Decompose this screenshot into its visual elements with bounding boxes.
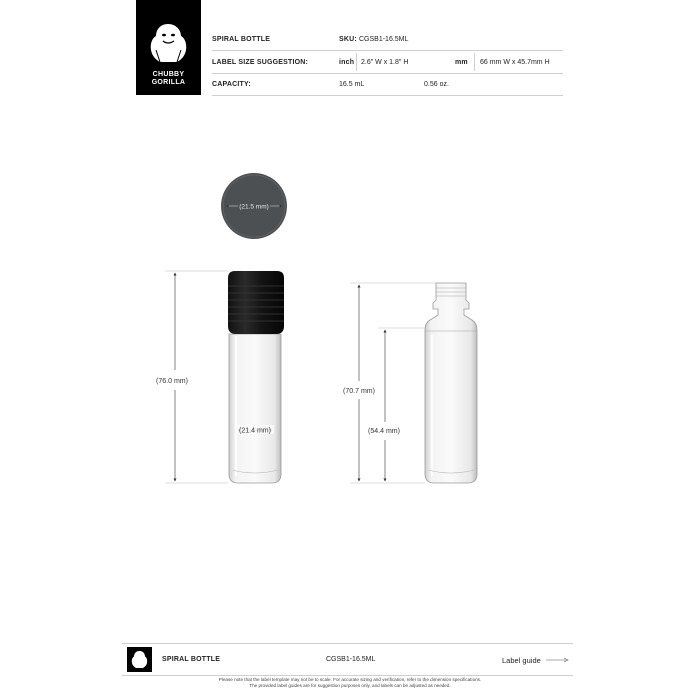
bottle-height-dimension — [343, 283, 436, 483]
footer-logo — [127, 647, 152, 672]
sku-value: CGSB1-16.5ML — [359, 36, 409, 43]
footer-label-guide: Label guide — [502, 656, 541, 665]
label-height-label: (54.4 mm) — [368, 428, 400, 435]
footer-product: SPIRAL BOTTLE — [162, 656, 221, 663]
mm-unit: mm — [455, 59, 468, 66]
label-size-label: LABEL SIZE SUGGESTION: — [212, 59, 309, 66]
disclaimer-line-2: The provided label guides are for suggestion purposes only, and labels can be adjusted as needed. — [249, 683, 451, 688]
brand-name-line2: GORILLA — [151, 79, 186, 86]
brand-name-line1: CHUBBY — [152, 71, 185, 78]
capacity-label: CAPACITY: — [212, 81, 251, 88]
total-height-dimension — [156, 271, 228, 483]
product-label: SPIRAL BOTTLE — [212, 36, 271, 43]
bottle-height-label: (70.7 mm) — [343, 388, 375, 395]
mm-value: 66 mm W x 45.7mm H — [480, 59, 550, 66]
cap-diameter-label: (21.5 mm) — [239, 203, 269, 211]
bottle-with-cap — [228, 271, 284, 483]
arrow-right-icon — [546, 657, 570, 663]
footer-bar — [122, 643, 573, 676]
bottle-without-cap — [425, 283, 477, 483]
sku-label: SKU: — [339, 36, 357, 43]
cap-top-view — [221, 173, 287, 239]
footer-sku: CGSB1-16.5ML — [326, 656, 376, 663]
label-height-dimension — [368, 328, 425, 481]
capacity-oz: 0.56 oz. — [424, 81, 449, 88]
total-height-label: (76.0 mm) — [156, 378, 188, 385]
disclaimer-line-1: Please note that the label template may not be to scale. For accurate sizing and verification, refer to the dimension specifications. — [218, 677, 482, 682]
inch-unit: inch — [339, 59, 355, 66]
inch-value: 2.6" W x 1.8" H — [361, 59, 409, 66]
body-diameter-label: (21.4 mm) — [239, 427, 271, 435]
capacity-ml: 16.5 mL — [339, 81, 365, 88]
gorilla-icon — [127, 647, 152, 672]
